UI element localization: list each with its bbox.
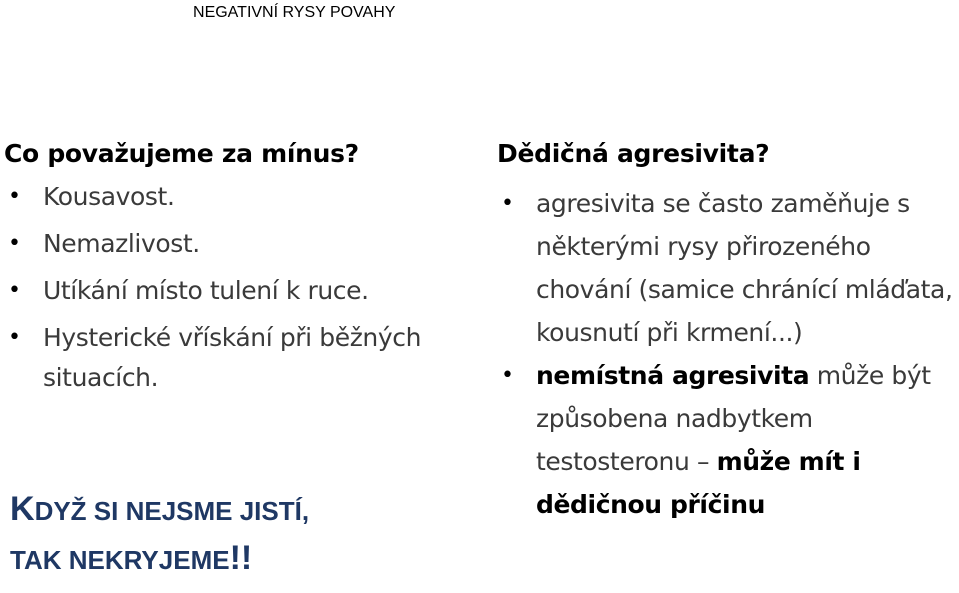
page-title	[193, 4, 395, 22]
bullet-icon: •	[501, 363, 514, 388]
bullet-icon: •	[8, 184, 21, 209]
bullet-icon: •	[501, 191, 514, 216]
title-initial: N	[193, 4, 205, 21]
title-rest: EGATIVNÍ RYSY POVAHY	[204, 4, 396, 21]
callout-line2: TAK NEKRYJEME	[10, 545, 230, 576]
list-item: • Hysterické vřískání při běžných situacích.	[4, 318, 464, 398]
callout-exclaim: !!	[229, 539, 253, 578]
bold-text: nemístná agresivita	[536, 361, 810, 390]
callout-line1: DYŽ SI NEJSME JISTÍ,	[34, 496, 310, 526]
list-item: • Utíkání místo tulení k ruce.	[4, 267, 464, 314]
minus-list	[4, 173, 464, 398]
right-column	[497, 138, 959, 526]
list-item: • agresivita se často zaměňuje s některými rysy přirozeného chování (samice chránící mláďata, kousnutí při krmení...)	[497, 182, 959, 354]
left-column	[4, 138, 464, 398]
aggression-list	[497, 182, 959, 526]
bold-text: může mít i dědičnou příčinu	[536, 447, 861, 519]
left-heading: Co považujeme za mínus?	[4, 139, 359, 168]
callout-note	[10, 485, 309, 584]
bullet-icon: •	[8, 231, 21, 256]
callout-initial: K	[10, 490, 35, 528]
list-item: • Kousavost.	[4, 173, 464, 220]
bullet-icon: •	[8, 325, 21, 350]
list-item: • nemístná agresivita může být způsobena nadbytkem testosteronu – může mít i dědičnou příčinu	[497, 354, 959, 526]
right-heading: Dědičná agresivita?	[497, 139, 770, 168]
list-item: • Nemazlivost.	[4, 220, 464, 267]
bullet-icon: •	[8, 278, 21, 303]
